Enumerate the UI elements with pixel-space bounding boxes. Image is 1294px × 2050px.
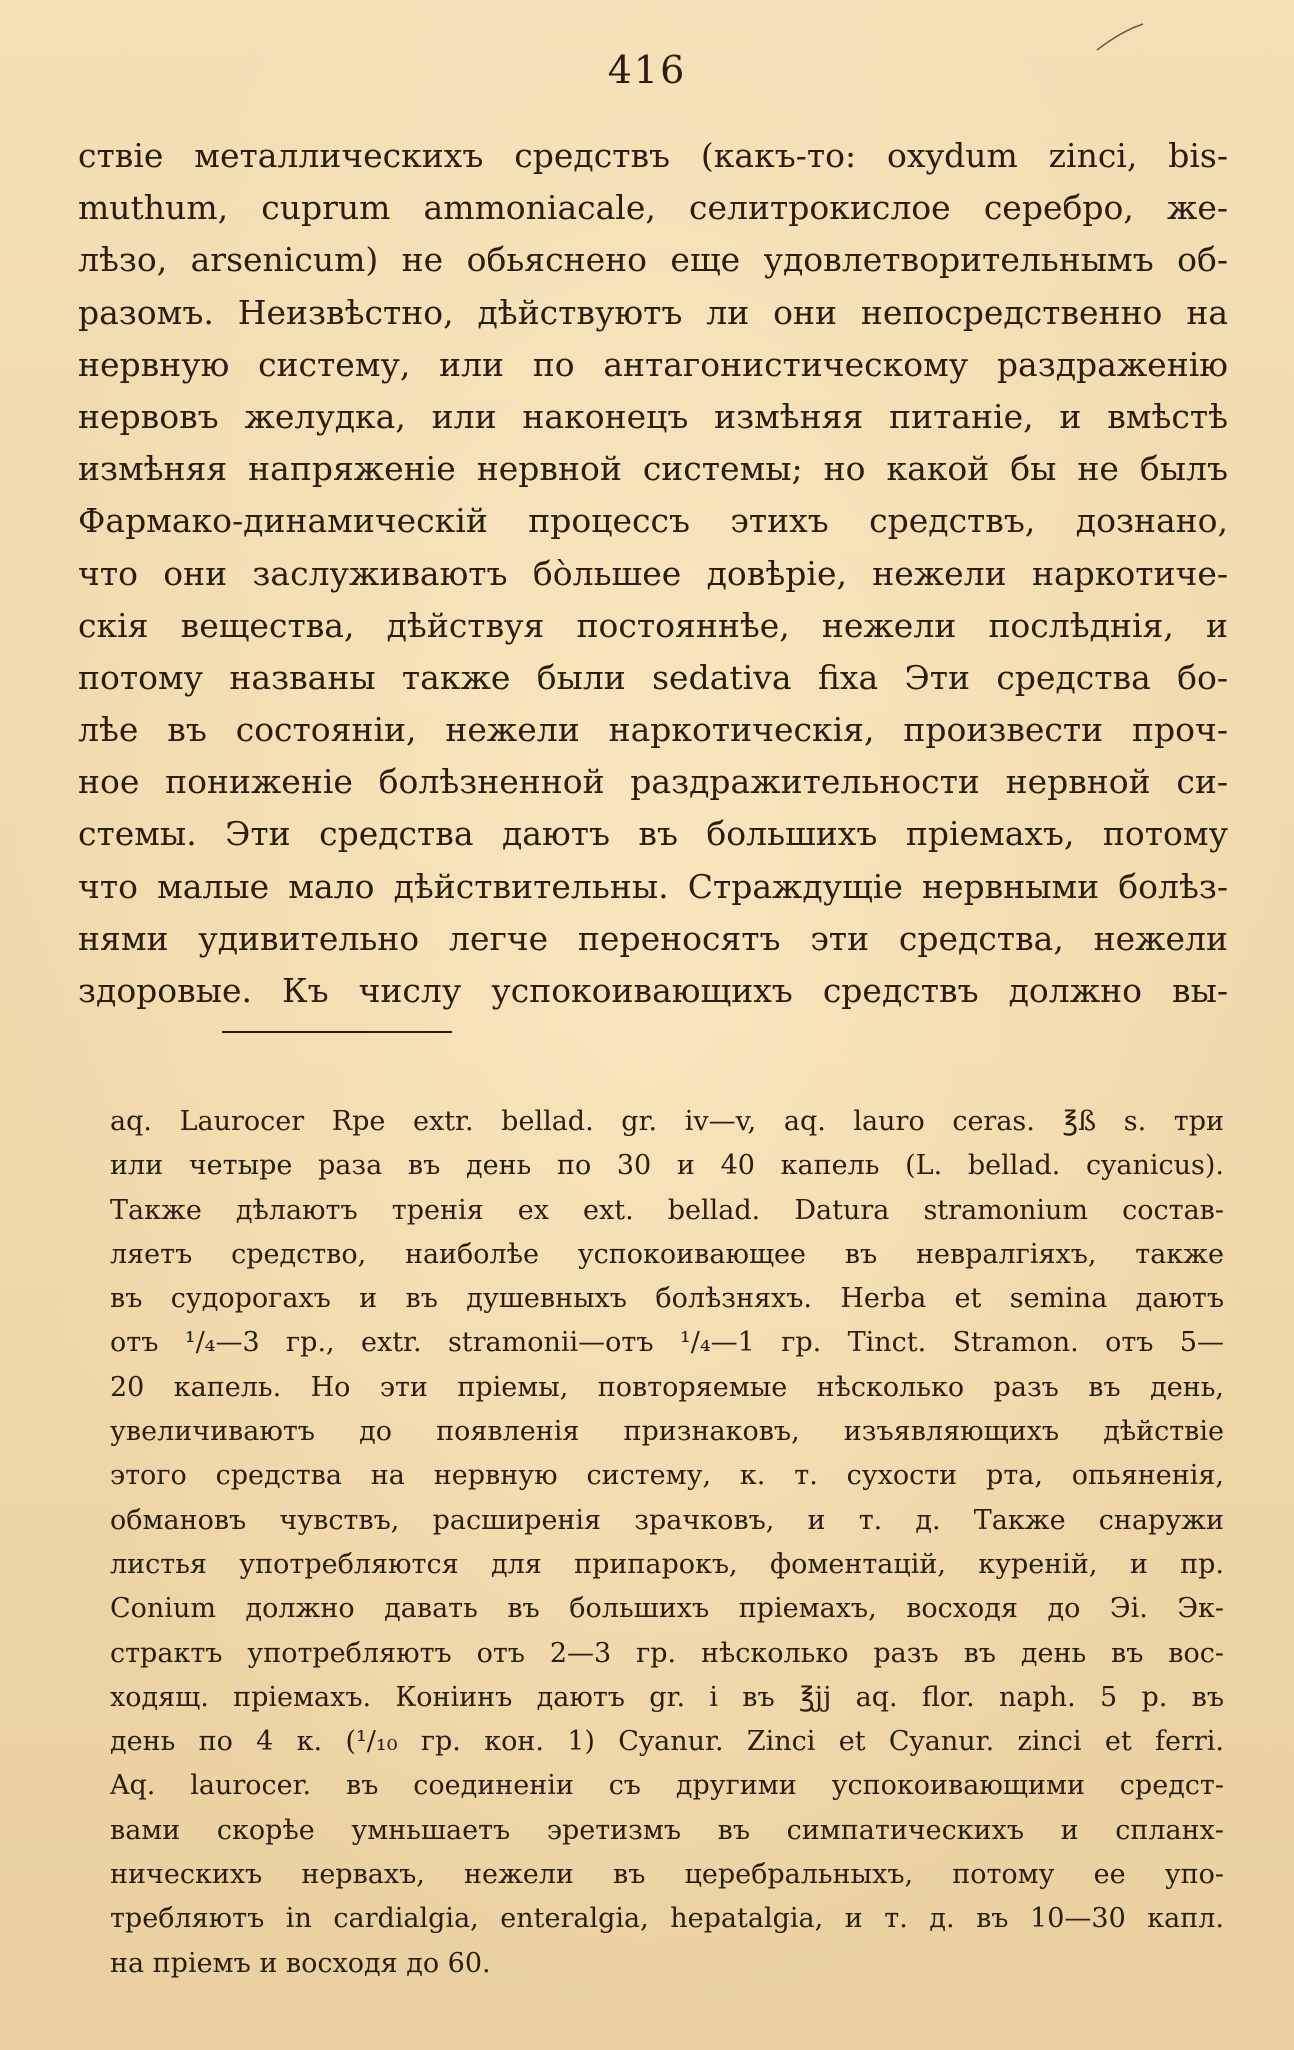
- footnote-line: день по 4 к. (¹/₁₀ гр. кон. 1) Cyanur. Zinci et Cyanur. zinci et ferri.: [110, 1726, 1224, 1758]
- footnote: [110, 1100, 1224, 1986]
- main-text-line: что они заслуживаютъ бо̀льшее довѣріе, нежели наркотиче-: [78, 553, 1228, 593]
- footnote-line: требляютъ in cardialgia, enteralgia, hepatalgia, и т. д. въ 10—30 капл.: [110, 1903, 1224, 1935]
- footnote-line: этого средства на нервную систему, к. т. сухости рта, опьяненія,: [110, 1460, 1224, 1492]
- footnote-line: увеличиваютъ до появленія признаковъ, изъявляющихъ дѣйствіе: [110, 1416, 1224, 1448]
- main-text-line: измѣняя напряженіе нервной системы; но какой бы не былъ: [78, 449, 1228, 489]
- main-text-line: что малые мало дѣйствительны. Страждущіе нервными болѣз-: [78, 866, 1228, 906]
- footnote-line: ляетъ средство, наиболѣе успокоивающее въ невралгіяхъ, также: [110, 1238, 1224, 1270]
- main-text-line: лѣе въ состояніи, нежели наркотическія, произвести проч-: [78, 710, 1228, 750]
- footnote-line: отъ ¹/₄—3 гр., extr. stramonii—отъ ¹/₄—1 гр. Tinct. Stramon. отъ 5—: [110, 1327, 1224, 1359]
- main-text-line: нями удивительно легче переносятъ эти средства, нежели: [78, 918, 1228, 958]
- footnote-line: въ судорогахъ и въ душевныхъ болѣзняхъ. Herba et semina даютъ: [110, 1283, 1224, 1315]
- main-text-line: потому названы также были sedativa fixa Эти средства бо-: [78, 657, 1228, 697]
- footnote-line: Также дѣлаютъ тренія ex ext. bellad. Datura stramonium состав-: [110, 1194, 1224, 1226]
- footnote-line: на пріемъ и восходя до 60.: [110, 1947, 491, 1979]
- footnote-line: листья употребляются для припарокъ, фоментацій, куреній, и пр.: [110, 1548, 1224, 1580]
- main-text-line: здоровые. Къ числу успокоивающихъ средствъ должно вы-: [78, 971, 1228, 1010]
- main-text-line: muthum, cuprum ammoniacale, селитрокислое серебро, же-: [78, 188, 1228, 228]
- main-text-line: стемы. Эти средства даютъ въ большихъ пріемахъ, потому: [78, 814, 1228, 854]
- footnote-line: ходящ. пріемахъ. Конiинъ даютъ gr. i въ ℥jj aq. flor. naph. 5 р. въ: [110, 1681, 1224, 1713]
- footnote-line: обмановъ чувствъ, расширенія зрачковъ, и т. д. Также снаружи: [110, 1504, 1224, 1536]
- footnote-line: Conium должно давать въ большихъ пріемахъ, восходя до Эі. Эк-: [110, 1593, 1224, 1625]
- footnote-line: Aq. laurocer. въ соединеніи съ другими успокоивающими средст-: [110, 1770, 1224, 1802]
- main-text-line: скія вещества, дѣйствуя постояннѣе, нежели послѣднія, и: [78, 605, 1228, 645]
- footnote-line: ническихъ нервахъ, нежели въ церебральныхъ, потому ее упо-: [110, 1859, 1224, 1891]
- main-text: [78, 130, 1228, 1017]
- page-number: 416: [607, 48, 687, 92]
- main-text-line: ное пониженіе болѣзненной раздражительности нервной си-: [78, 762, 1228, 802]
- main-text-line: ствіе металлическихъ средствъ (какъ-то: oxydum zinci, bis-: [78, 136, 1228, 175]
- main-text-line: разомъ. Неизвѣстно, дѣйствуютъ ли они непосредственно на: [78, 292, 1228, 332]
- footnote-line: aq. Laurocer Rpe extr. bellad. gr. iv—v, aq. lauro ceras. ℥ß s. три: [110, 1106, 1224, 1137]
- main-text-line: Фармако-динамическій процессъ этихъ средствъ, дознано,: [78, 501, 1228, 541]
- main-text-line: лѣзо, arsenicum) не обьяснено еще удовлетворительнымъ об-: [78, 240, 1228, 280]
- main-text-line: нервную систему, или по антагонистическому раздраженію: [78, 344, 1228, 384]
- footnote-line: 20 капель. Но эти пріемы, повторяемые нѣсколько разъ въ день,: [110, 1371, 1224, 1403]
- footnote-separator: [222, 1031, 452, 1033]
- footnote-line: или четыре раза въ день по 30 и 40 капель (L. bellad. cyanicus).: [110, 1150, 1224, 1182]
- footnote-line: вами скорѣе умньшаетъ эретизмъ въ симпатическихъ и спланх-: [110, 1814, 1224, 1846]
- footnote-line: страктъ употребляютъ отъ 2—3 гр. нѣсколько разъ въ день въ вос-: [110, 1637, 1224, 1669]
- main-text-line: нервовъ желудка, или наконецъ измѣняя питаніе, и вмѣстѣ: [78, 396, 1228, 436]
